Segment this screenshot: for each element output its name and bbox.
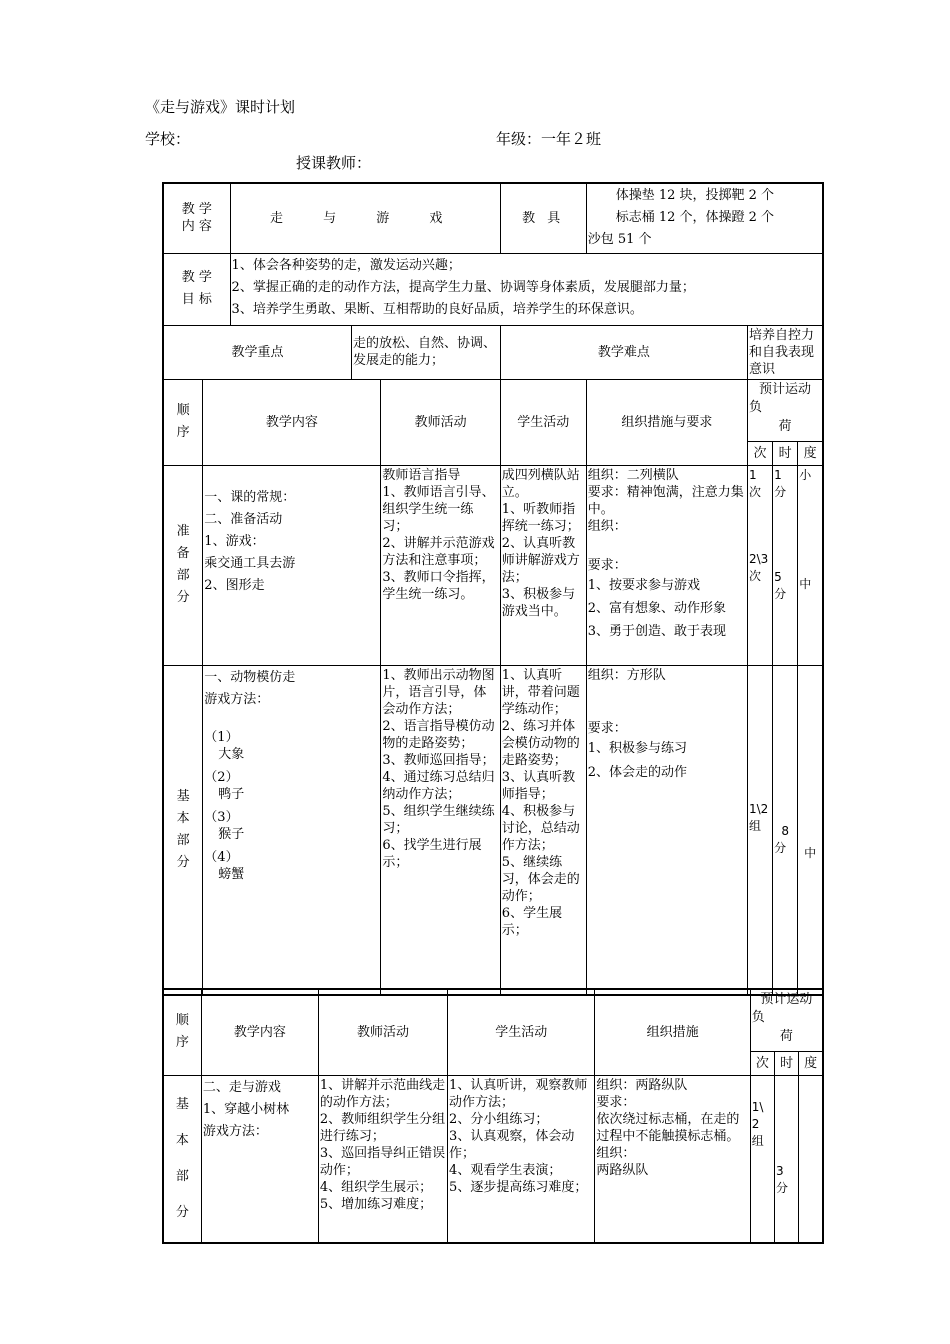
column-header-row — [163, 379, 823, 441]
content-header-2: 教学内容 — [201, 989, 318, 1075]
time-header: 时 — [773, 441, 798, 465]
basic2-times: 1\ 2 组 — [750, 1075, 774, 1243]
content-label: 教 学 内 容 — [163, 183, 230, 253]
goal-row — [163, 253, 823, 325]
equipment-label: 教 具 — [500, 183, 586, 253]
prep-student: 成四列横队站立。 1、听教师指挥统一练习； 2、认真听教师讲解游戏方法； 3、积极参与游戏当中。 — [500, 465, 586, 665]
basic1-times: 1\2 组 — [747, 665, 772, 995]
order-header: 顺 序 — [163, 379, 203, 465]
basic1-org: 组织：方形队 要求： 1、积极参与练习 2、体会走的动作 — [586, 665, 747, 995]
time-header-2: 时 — [775, 1051, 799, 1075]
basic1-intensity: 中 — [798, 665, 823, 995]
teacher-header: 教师活动 — [381, 379, 500, 465]
key-label: 教学重点 — [163, 325, 352, 379]
school-label: 学校： — [145, 130, 191, 148]
prep-teacher: 教师语言指导 1、教师语言引导、组织学生统一练习； 2、讲解并示范游戏方法和注意事项； 3、教师口令指挥，学生统一练习。 — [381, 465, 500, 665]
prep-row — [163, 465, 823, 665]
basic1-time: 8 分 — [773, 665, 798, 995]
basic2-label: 基 本 部 分 — [163, 1075, 201, 1243]
basic2-org: 组织：两路纵队 要求： 依次绕过标志桶，在走的过程中不能触摸标志桶。 组织： 两路纵队 — [595, 1075, 750, 1243]
basic2-time: 3 分 — [775, 1075, 799, 1243]
content-row — [163, 183, 823, 253]
basic2-intensity — [799, 1075, 823, 1243]
lesson-plan-table — [162, 182, 824, 996]
basic1-row — [163, 665, 823, 995]
basic2-content: 二、走与游戏 1、穿越小树林 游戏方法： — [201, 1075, 318, 1243]
prep-org: 组织：二列横队 要求：精神饱满，注意力集中。 组织： 要求： 1、按要求参与游戏 2、富有想象、动作形象 3、勇于创造、敢于表现 — [586, 465, 747, 665]
page-title: 《走与游戏》课时计划 — [145, 98, 296, 116]
content-value: 走 与 游 戏 — [230, 183, 500, 253]
goal-label: 教 学 目 标 — [163, 253, 230, 325]
load-header-2: 预计运动 负 荷 — [750, 989, 823, 1051]
times-header-2: 次 — [750, 1051, 774, 1075]
difficulty-value: 培养自控力和自我表现意识 — [747, 325, 823, 379]
goal-list: 1、体会各种姿势的走，激发运动兴趣； 2、掌握正确的走的动作方法，提高学生力量、协调等身体素质，发展腿部力量； 3、培养学生勇敢、果断、互相帮助的良好品质，培养学生的环保意识。 — [230, 253, 823, 325]
basic2-row — [163, 1075, 823, 1243]
prep-content: 一、课的常规： 二、准备活动 1、游戏： 乘交通工具去游 2、图形走 — [203, 465, 381, 665]
key-value: 走的放松、自然、协调、发展走的能力； — [352, 325, 501, 379]
order-header-2: 顺 序 — [163, 989, 201, 1075]
basic1-teacher: 1、教师出示动物图片，语言引导，体会动作方法； 2、语言指导模仿动物的走路姿势； 3、教师巡回指导； 4、通过练习总结归纳动作方法； 5、组织学生继续练习； 6、找学生进行展示； — [381, 665, 500, 995]
intensity-header: 度 — [798, 441, 823, 465]
prep-time: 1 分 5 分 — [773, 465, 798, 665]
lesson-plan-table-continued — [162, 988, 824, 1244]
basic1-content: 一、动物模仿走 游戏方法： （1） 大象 （2） 鸭子 （3） 猴子 （4） 螃蟹 — [203, 665, 381, 995]
basic2-student: 1、认真听讲，观察教师动作方法； 2、分小组练习； 3、认真观察，体会动作； 4、观看学生表演； 5、逐步提高练习难度； — [448, 1075, 595, 1243]
basic2-teacher: 1、讲解并示范曲线走的动作方法； 2、教师组织学生分组进行练习； 3、巡回指导纠正错误动作； 4、组织学生展示； 5、增加练习难度； — [318, 1075, 447, 1243]
grade-label: 年级：一年２班 — [496, 130, 602, 148]
prep-intensity: 小 中 — [798, 465, 823, 665]
load-header: 预计运动 负 荷 — [747, 379, 823, 441]
student-header-2: 学生活动 — [448, 989, 595, 1075]
equipment-value: 体操垫 12 块，投掷靶 2 个 标志桶 12 个，体操蹬 2 个 沙包 51 个 — [586, 183, 823, 253]
teacher-header-2: 教师活动 — [318, 989, 447, 1075]
student-header: 学生活动 — [500, 379, 586, 465]
org-header-2: 组织措施 — [595, 989, 750, 1075]
key-row — [163, 325, 823, 379]
basic1-label: 基 本 部 分 — [163, 665, 203, 995]
teacher-label: 授课教师： — [296, 154, 372, 172]
difficulty-label: 教学难点 — [500, 325, 747, 379]
intensity-header-2: 度 — [799, 1051, 823, 1075]
org-header: 组织措施与要求 — [586, 379, 747, 465]
content-header: 教学内容 — [203, 379, 381, 465]
column-header-row-2 — [163, 989, 823, 1051]
prep-label: 准 备 部 分 — [163, 465, 203, 665]
prep-times: 1 次 2\3 次 — [747, 465, 772, 665]
times-header: 次 — [747, 441, 772, 465]
basic1-student: 1、认真听讲，带着问题学练动作； 2、练习并体会模仿动物的走路姿势； 3、认真听教师指导； 4、积极参与讨论，总结动作方法； 5、继续练习，体会走的动作； 6、学生展示； — [500, 665, 586, 995]
